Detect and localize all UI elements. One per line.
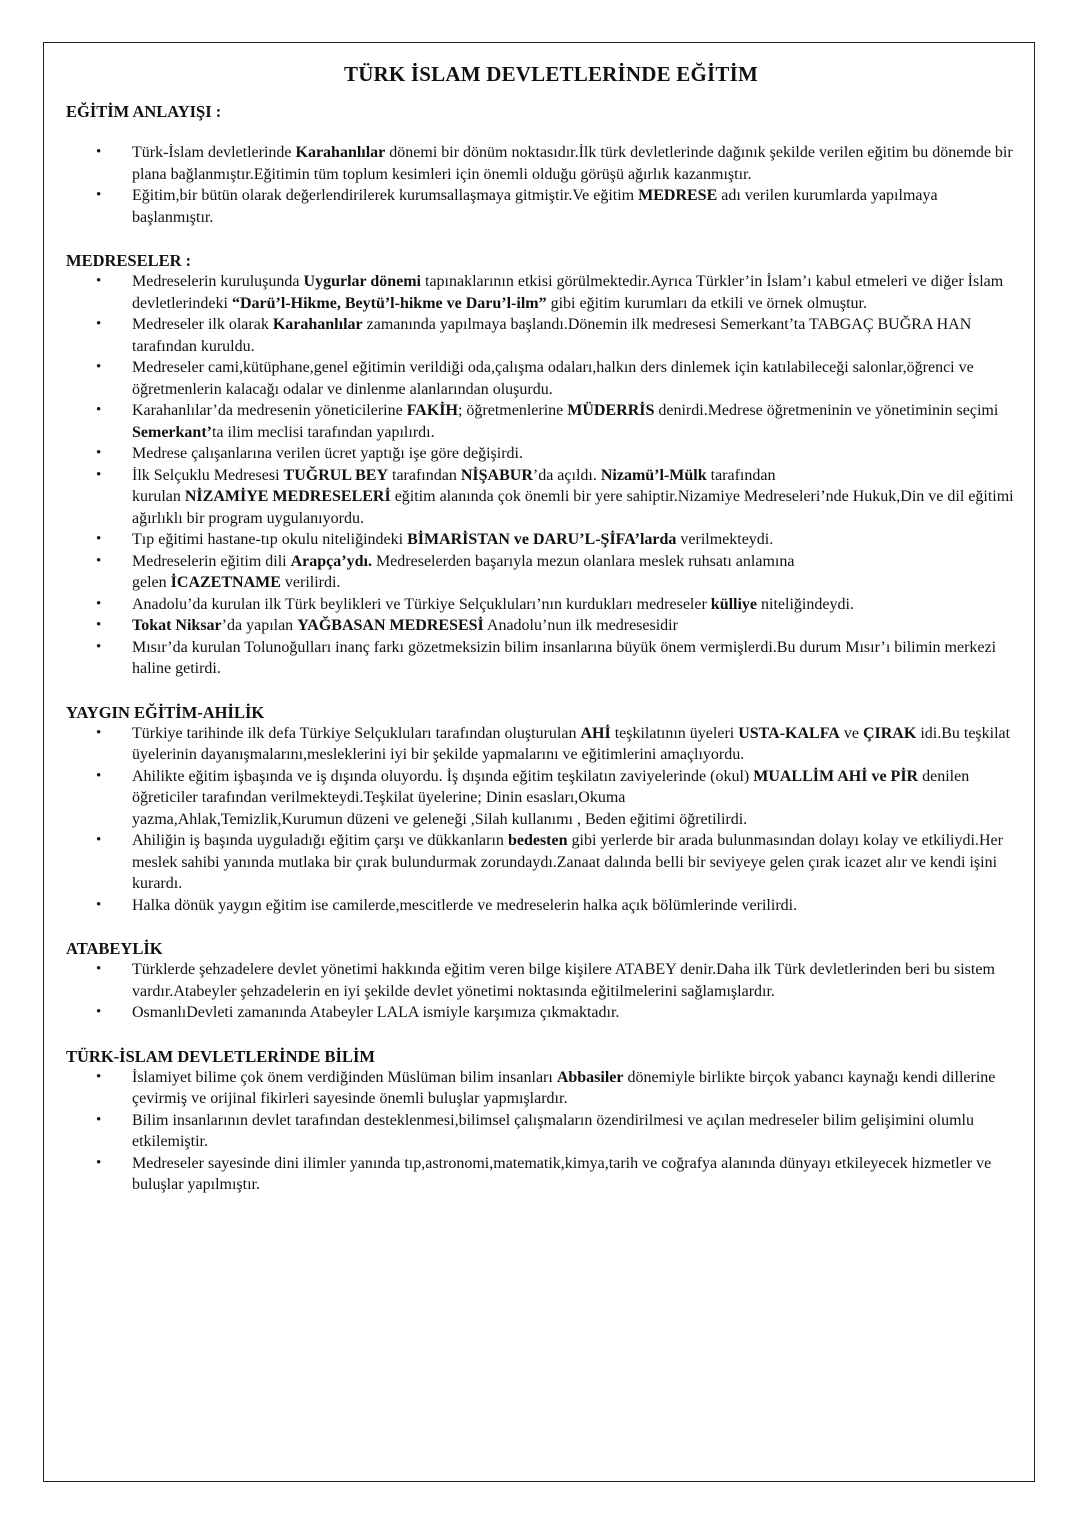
bullet-icon: • xyxy=(96,1068,102,1085)
bold-text: MUALLİM AHİ ve PİR xyxy=(753,767,919,785)
text-run: Medreselerin kuruluşunda xyxy=(132,273,304,290)
bullet-list xyxy=(66,271,1016,680)
text-run: Ahiliğin iş başında uyguladığı eğitim çarşı ve dükkanların xyxy=(132,832,508,849)
list-item xyxy=(66,723,1016,766)
text-run: kurulan xyxy=(132,488,185,505)
text-run: Medrese çalışanlarına verilen ücret yaptığı işe göre değişirdi. xyxy=(132,445,523,462)
text-run: denirdi.Medrese öğretmeninin ve yönetiminin seçimi xyxy=(654,402,999,419)
text-run: teşkilatının üyeleri xyxy=(610,724,739,742)
document-body xyxy=(66,62,1016,1196)
list-item xyxy=(66,766,1016,831)
bullet-list xyxy=(66,723,1016,917)
bold-text: MÜDERRİS xyxy=(567,402,655,419)
bold-text: Karahanlılar xyxy=(295,144,386,161)
list-item xyxy=(66,465,1016,530)
text-run: adı verilen kurumlarda yapılmaya başlanmıştır. xyxy=(132,187,938,226)
section xyxy=(66,680,1016,917)
bold-text: AHİ xyxy=(580,724,611,742)
bullet-icon: • xyxy=(96,144,102,160)
bold-text: Uygurlar dönemi xyxy=(303,273,421,290)
text-run: gibi eğitim kurumları da etkili ve örnek olmuştur. xyxy=(546,294,867,312)
text-run: verilmekteydi. xyxy=(676,531,774,548)
text-run: Türkiye tarihinde ilk defa Türkiye Selçukluları tarafından oluşturulan xyxy=(132,724,581,742)
text-run: Bilim insanlarının devlet tarafından desteklenmesi,bilimsel çalışmaların özendirilmesi ve açılan medreseler bilim gelişimini olumlu etkilemiştir. xyxy=(132,1111,974,1150)
bullet-icon: • xyxy=(96,595,102,612)
list-item xyxy=(66,443,1016,465)
text-run: verilirdi. xyxy=(280,574,341,591)
text-run: zamanında yapılmaya başlandı.Dönemin ilk medresesi Semerkant’ta TABGAÇ BUĞRA HAN tarafından kuruldu. xyxy=(132,316,972,355)
bold-text: MEDRESE xyxy=(638,187,718,204)
list-item xyxy=(66,357,1016,400)
list-item xyxy=(66,314,1016,357)
text-run: Halka dönük yaygın eğitim ise camilerde,mescitlerde ve medreselerin halka açık bölümlerinde verilirdi. xyxy=(132,896,798,914)
list-item xyxy=(66,1153,1016,1196)
bullet-icon: • xyxy=(96,617,102,633)
text-run: niteliğindeydi. xyxy=(757,595,854,613)
text-run: eğitim alanında çok önemli bir yere sahiptir.Nizamiye Medreseleri’nde Hukuk,Din ve dil eğitimi ağırlıklı bir program uygulanıyordu. xyxy=(132,488,1014,527)
section-heading: YAYGIN EĞİTİM-AHİLİK xyxy=(66,702,265,722)
list-item xyxy=(66,615,1016,637)
bold-text: NİŞABUR xyxy=(460,466,533,484)
text-run: yazma,Ahlak,Temizlik,Kurumun düzeni ve geleneği ,Silah kullanımı , Beden eğitimi öğretilirdi. xyxy=(132,810,748,828)
bold-text: İCAZETNAME xyxy=(170,574,281,591)
bullet-list xyxy=(66,959,1016,1024)
text-run: ta ilim meclisi tarafından yapılırdı. xyxy=(211,423,435,441)
list-item xyxy=(66,895,1016,917)
bold-text: BİMARİSTAN ve DARU’L-ŞİFA’larda xyxy=(407,531,677,548)
bold-text: Semerkant’ xyxy=(132,423,212,441)
text-run: ; öğretmenlerine xyxy=(457,402,568,419)
bullet-icon: • xyxy=(96,273,102,289)
bold-text: YAĞBASAN MEDRESESİ xyxy=(297,617,484,634)
section-heading: TÜRK-İSLAM DEVLETLERİNDE BİLİM xyxy=(66,1046,375,1066)
bold-text: NİZAMİYE MEDRESELERİ xyxy=(184,488,391,505)
text-run: denilen öğreticiler tarafından verilmekteydi.Teşkilat üyelerine; Dinin esasları,Okuma xyxy=(132,767,970,806)
list-item xyxy=(66,142,1016,185)
bullet-icon: • xyxy=(96,767,102,784)
bullet-icon: • xyxy=(96,961,102,977)
list-item xyxy=(66,1002,1016,1024)
bold-text: FAKİH xyxy=(406,402,458,419)
text-run: tarafından xyxy=(706,466,776,484)
section-heading: EĞİTİM ANLAYIŞI : xyxy=(66,102,222,121)
bullet-icon: • xyxy=(96,1111,102,1128)
list-item xyxy=(66,830,1016,895)
list-item xyxy=(66,529,1016,551)
bold-text: Abbasiler xyxy=(556,1068,624,1086)
text-run: Karahanlılar’da medresenin yöneticilerine xyxy=(132,402,407,419)
text-run: gibi yerlerde bir arada bulunmasından dolayı kolay ve etkiliydi.Her meslek sahibi yanında mutlaka bir çırak bulundurmak zorundaydı.Zanaat dalında belli bir seviyeye gelen çırak icazet alır ve kendi işini kurardı. xyxy=(132,832,1003,892)
text-run: Anadolu’nun ilk medresesidir xyxy=(483,617,678,634)
bullet-icon: • xyxy=(96,402,102,418)
text-run: ’da açıldı. xyxy=(532,466,601,484)
text-run: Mısır’da kurulan Tolunoğulları inanç farkı gözetmeksizin bilim insanlarına büyük önem vermişlerdi.Bu durum Mısır’ı bilimin merkezi haline getirdi. xyxy=(132,638,997,677)
bold-text: “Darü’l-Hikme, Beytü’l-hikme ve Daru’l-ilm” xyxy=(231,294,547,312)
text-run: OsmanlıDevleti zamanında Atabeyler LALA ismiyle karşımıza çıkmaktadır. xyxy=(132,1004,620,1021)
bold-text: Karahanlılar xyxy=(272,316,363,333)
bullet-icon: • xyxy=(96,552,102,569)
text-run: Medreselerden başarıyla mezun olanlara meslek ruhsatı anlamına xyxy=(371,552,795,570)
section xyxy=(66,228,1016,680)
list-item xyxy=(66,959,1016,1002)
bullet-icon: • xyxy=(96,832,102,848)
bold-text: külliye xyxy=(710,595,758,613)
bullet-icon: • xyxy=(96,896,102,913)
bold-text: Tokat Niksar xyxy=(132,617,222,634)
list-item xyxy=(66,1110,1016,1153)
bold-text: bedesten xyxy=(507,832,568,849)
section-heading: MEDRESELER : xyxy=(66,251,192,270)
bullet-icon: • xyxy=(96,1154,102,1171)
bullet-icon: • xyxy=(96,359,102,375)
bullet-list xyxy=(66,142,1016,228)
bullet-icon: • xyxy=(96,531,102,547)
list-item xyxy=(66,1067,1016,1110)
list-item xyxy=(66,551,1016,594)
bullet-icon: • xyxy=(96,466,102,483)
bullet-icon: • xyxy=(96,724,102,741)
text-run: İlk Selçuklu Medresesi xyxy=(132,466,284,484)
text-run: dönemiyle birlikte birçok yabancı kaynağı kendi dillerine çevirmiş ve orijinal fikirleri sayesinde önemli buluşlar yapmışlardır. xyxy=(132,1068,996,1107)
bold-text: Nizamü’l-Mülk xyxy=(600,466,707,484)
text-run: Medreseler cami,kütüphane,genel eğitimin verildiği oda,çalışma odaları,halkın ders dinlemek için katılabileceği salonlar,öğrenci ve öğretmenlerin kalacağı odalar ve dinlenme alanlarından oluşurdu. xyxy=(132,359,974,398)
text-run: Türklerde şehzadelere devlet yönetimi hakkında eğitim veren bilge kişilere ATABEY denir.Daha ilk Türk devletlerinden beri bu sistem vardır.Atabeyler şehzadelerin en iyi şekilde devlet yönetimi noktasında eğitilmelerini sağlamışlardır. xyxy=(132,961,995,1000)
page-title: TÜRK İSLAM DEVLETLERİNDE EĞİTİM xyxy=(343,62,759,86)
section xyxy=(66,916,1016,1024)
text-run: ve xyxy=(839,724,863,742)
list-item xyxy=(66,637,1016,680)
bullet-icon: • xyxy=(96,445,102,461)
text-run: Tıp eğitimi hastane-tıp okulu niteliğindeki xyxy=(132,531,408,548)
text-run: gelen xyxy=(132,574,171,591)
text-run: Ahilikte eğitim işbaşında ve iş dışında oluyordu. İş dışında eğitim teşkilatın zaviyelerinde (okul) xyxy=(132,767,754,785)
section-heading: ATABEYLİK xyxy=(66,939,163,958)
list-item xyxy=(66,400,1016,443)
text-run: Medreselerin eğitim dili xyxy=(132,552,291,570)
bullet-icon: • xyxy=(96,316,102,332)
bold-text: ÇIRAK xyxy=(862,724,917,742)
text-run: İslamiyet bilime çok önem verdiğinden Müslüman bilim insanları xyxy=(132,1068,557,1086)
section xyxy=(66,101,1016,228)
text-run: Anadolu’da kurulan ilk Türk beylikleri ve Türkiye Selçukluları’nın kurdukları medreseler xyxy=(132,595,711,613)
list-item xyxy=(66,185,1016,228)
text-run: Medreseler sayesinde dini ilimler yanında tıp,astronomi,matematik,kimya,tarih ve coğrafya alanında dünyayı etkileyecek hizmetler ve buluşlar yapılmıştır. xyxy=(132,1154,992,1193)
bold-text: USTA-KALFA xyxy=(738,724,840,742)
text-run: ’da yapılan xyxy=(221,617,298,634)
bullet-icon: • xyxy=(96,638,102,655)
bullet-list xyxy=(66,1067,1016,1196)
text-run: Türk-İslam devletlerinde xyxy=(132,144,296,161)
section xyxy=(66,1024,1016,1196)
sections-container xyxy=(66,101,1016,1196)
bullet-icon: • xyxy=(96,187,102,203)
text-run: dönemi bir dönüm noktasıdır.İlk türk devletlerinde dağınık şekilde verilen eğitim bu dönemde bir plana bağlanmıştır.Eğitimin tüm toplum kesimleri için önemli olduğu görüşü ağırlık kazanmıştır. xyxy=(132,144,1013,183)
text-run: idi.Bu teşkilat üyelerinin dayanışmalarını,mesleklerini iyi bir şekilde yapmalarını ve eğitimlerini amaçlıyordu. xyxy=(132,724,1011,763)
list-item xyxy=(66,271,1016,314)
bold-text: TUĞRUL BEY xyxy=(283,466,388,484)
bold-text: Arapça’ydı. xyxy=(290,552,372,570)
text-run: tarafından xyxy=(388,466,461,484)
text-run: Medreseler ilk olarak xyxy=(132,316,273,333)
bullet-icon: • xyxy=(96,1004,102,1020)
text-run: Eğitim,bir bütün olarak değerlendirilerek kurumsallaşmaya gitmiştir.Ve eğitim xyxy=(132,187,639,204)
text-run: tapınaklarının etkisi görülmektedir.Ayrıca Türkler’in İslam’ı kabul etmeleri ve diğer İslam devletlerindeki xyxy=(132,273,1004,312)
list-item xyxy=(66,594,1016,616)
